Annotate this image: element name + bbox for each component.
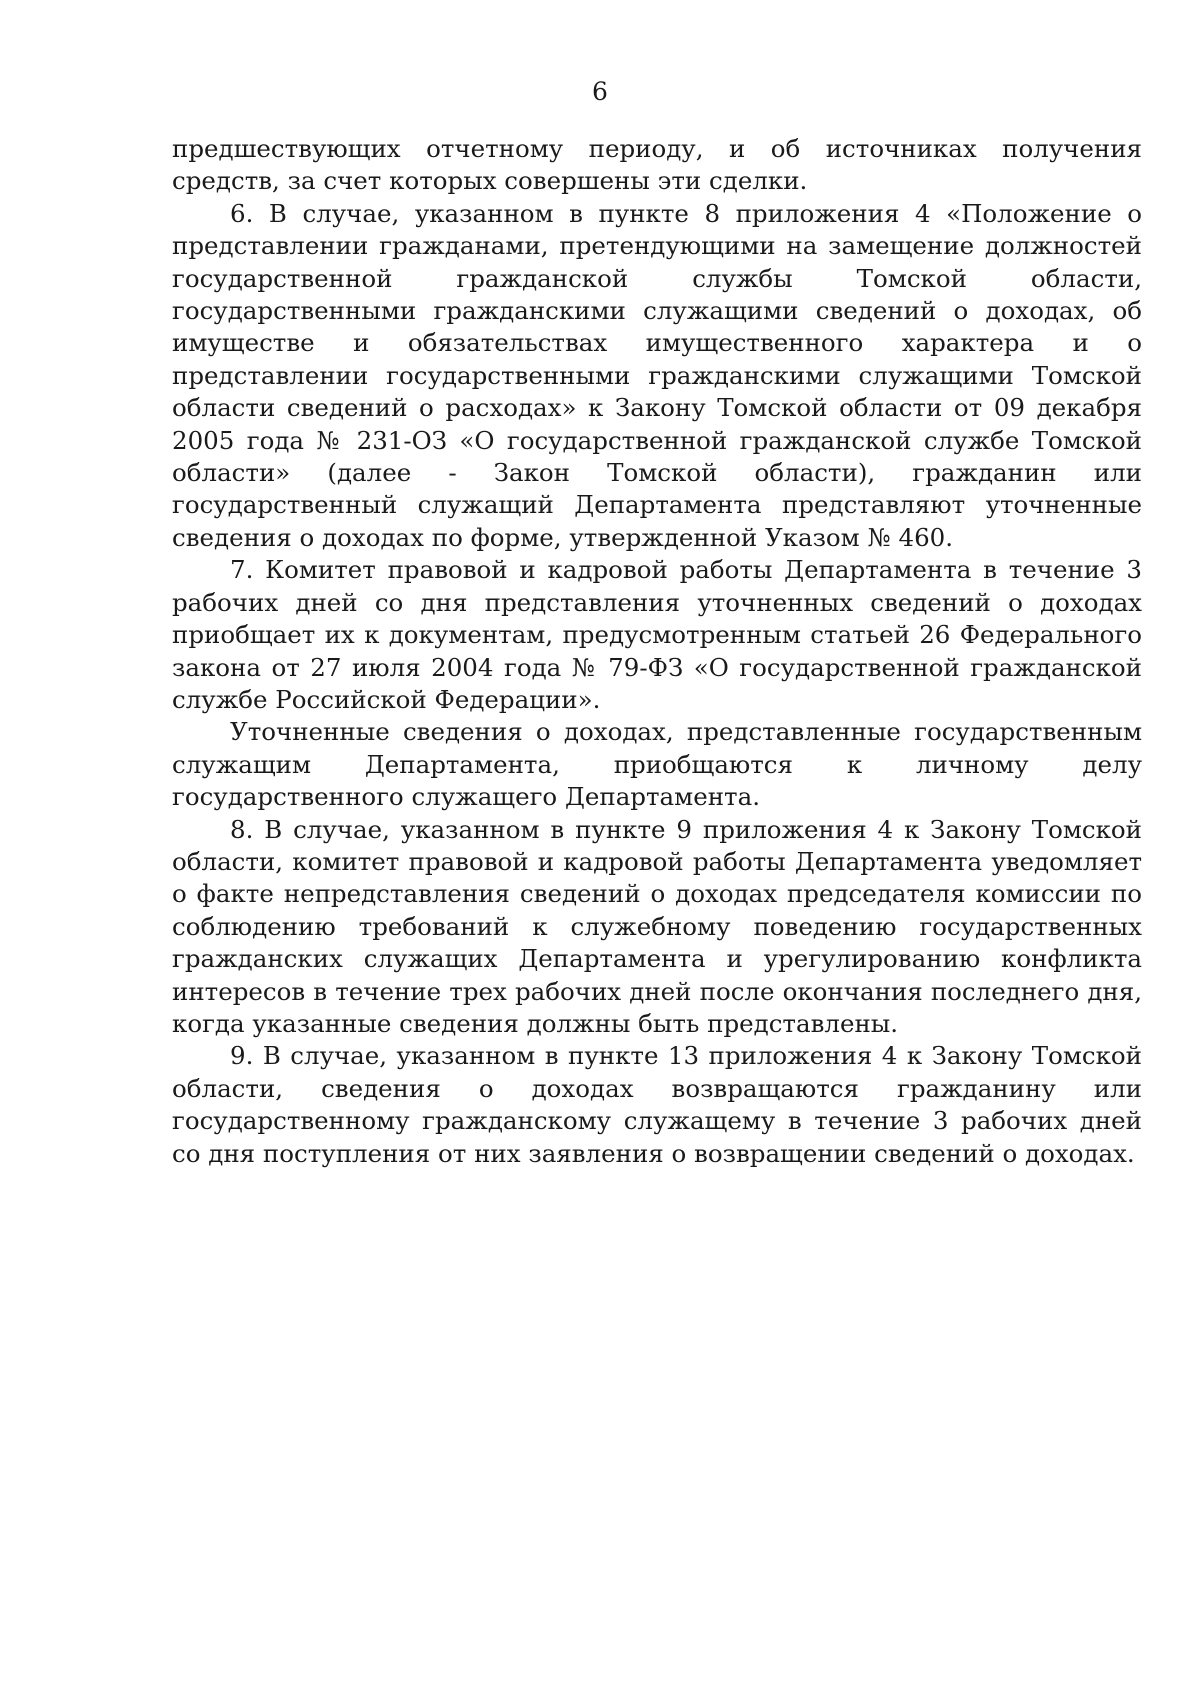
paragraph-item-6: 6. В случае, указанном в пункте 8 приложения 4 «Положение о представлении гражданами, претендующими на замещение должностей государственной гражданской службы Томской области, государственными гражданскими служащими сведений о доходах, об имуществе и обязательствах имущественного характера и о представлении государственными гражданскими служащими Томской области сведений о расходах» к Закону Томской области от 09 декабря 2005 года № 231-ОЗ «О государственной гражданской службе Томской области» (далее - Закон Томской области), гражданин или государственный служащий Департамента представляют уточненные сведения о доходах по форме, утвержденной Указом № 460.	[172, 198, 1142, 552]
page-number: 6	[592, 77, 608, 106]
paragraph-item-8: 8. В случае, указанном в пункте 9 приложения 4 к Закону Томской области, комитет правовой и кадровой работы Департамента уведомляет о факте непредставления сведений о доходах председателя комиссии по соблюдению требований к служебному поведению государственных гражданских служащих Департамента и урегулированию конфликта интересов в течение трех рабочих дней после окончания последнего дня, когда указанные сведения должны быть представлены.	[172, 814, 1142, 1038]
paragraph-item-9: 9. В случае, указанном в пункте 13 приложения 4 к Закону Томской области, сведения о доходах возвращаются гражданину или государственному гражданскому служащему в течение 3 рабочих дней со дня поступления от них заявления о возвращении сведений о доходах.	[172, 1041, 1142, 1168]
document-body	[172, 133, 1142, 1170]
paragraph-item-7-clarification: Уточненные сведения о доходах, представленные государственным служащим Департамента, приобщаются к личному делу государственного служащего Департамента.	[172, 717, 1142, 812]
paragraph-item-7: 7. Комитет правовой и кадровой работы Департамента в течение 3 рабочих дней со дня представления уточненных сведений о доходах приобщает их к документам, предусмотренным статьей 26 Федерального закона от 27 июля 2004 года № 79-ФЗ «О государственной гражданской службе Российской Федерации».	[172, 555, 1142, 714]
paragraph-continuation: предшествующих отчетному периоду, и об источниках получения средств, за счет которых совершены эти сделки.	[172, 134, 1142, 196]
